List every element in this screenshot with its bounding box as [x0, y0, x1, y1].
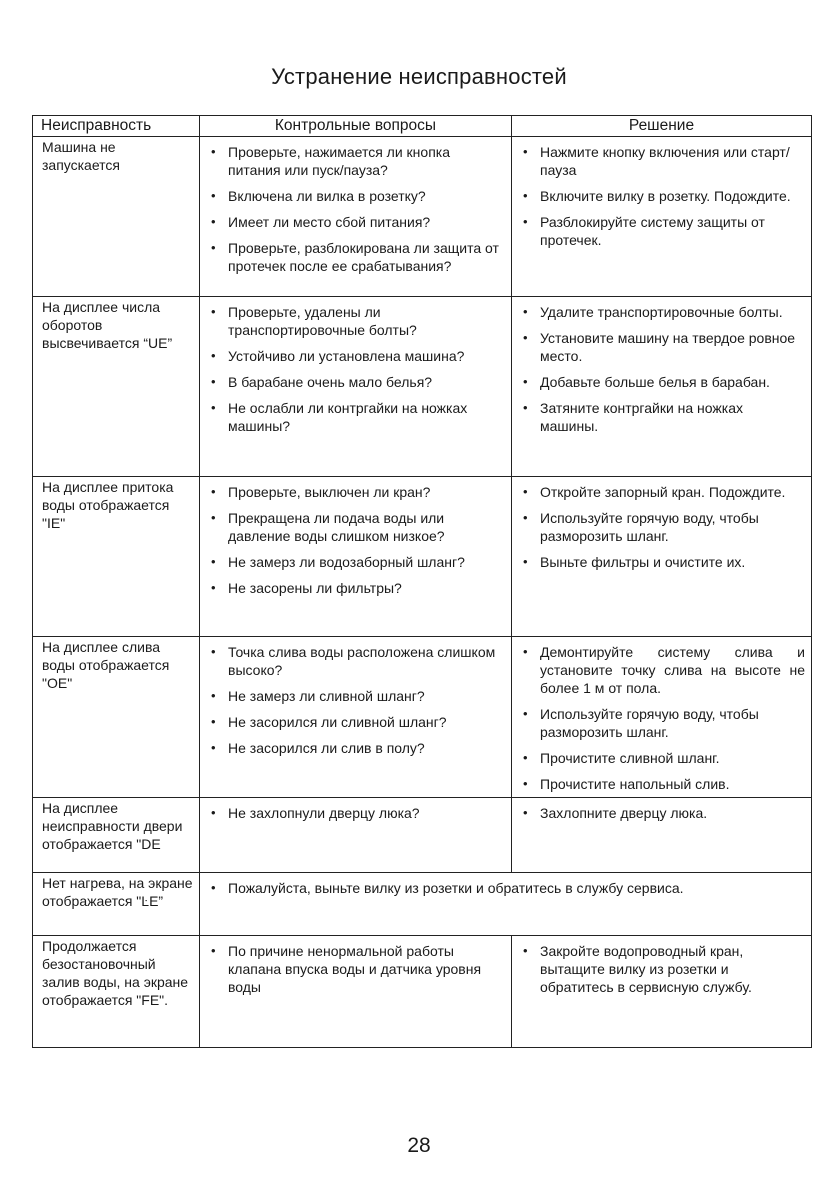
check-item: • Прекращена ли подача воды или давление воды слишком низкое?: [206, 509, 505, 545]
solution-cell: [512, 477, 812, 637]
fault-cell: На дисплее числа оборотов высвечивается “UE”: [33, 297, 200, 477]
solution-item: • Используйте горячую воду, чтобы разморозить шланг.: [518, 509, 805, 545]
check-item: • Устойчиво ли установлена машина?: [206, 347, 505, 365]
page-number: 28: [407, 1134, 431, 1157]
solution-item: • Захлопните дверцу люка.: [518, 804, 805, 822]
fault-cell: Продолжается безостановочный залив воды, на экране отображается "FE".: [33, 936, 200, 1048]
header-fault: Неисправность: [33, 116, 200, 137]
fault-cell: На дисплее неисправности двери отображается "DE: [33, 798, 200, 873]
table-row: [33, 873, 812, 936]
table-row: [33, 798, 812, 873]
check-item: • Проверьте, нажимается ли кнопка питания или пуск/пауза?: [206, 143, 505, 179]
table-row: [33, 137, 812, 297]
check-cell: [200, 477, 512, 637]
check-item: • В барабане очень мало белья?: [206, 373, 505, 391]
check-cell: [200, 637, 512, 798]
check-cell: [200, 137, 512, 297]
solution-item: • Разблокируйте систему защиты от протечек.: [518, 213, 805, 249]
solution-item: • Удалите транспортировочные болты.: [518, 303, 805, 321]
table-header-row: [33, 116, 812, 137]
check-item: • По причине ненормальной работы клапана впуска воды и датчика уровня воды: [206, 942, 505, 996]
check-item: • Проверьте, выключен ли кран?: [206, 483, 505, 501]
solution-item: • Прочистите напольный слив.: [518, 775, 805, 793]
fault-cell: На дисплее слива воды отображается "OE": [33, 637, 200, 798]
table-row: [33, 936, 812, 1048]
fault-cell: Нет нагрева, на экране отображается "ĿE”: [33, 873, 200, 936]
check-cell: [200, 798, 512, 873]
check-item: • Не замерз ли сливной шланг?: [206, 687, 505, 705]
check-item: • Проверьте, разблокирована ли защита от протечек после ее срабатывания?: [206, 239, 505, 275]
check-item: • Не засорены ли фильтры?: [206, 579, 505, 597]
check-item: • Включена ли вилка в розетку?: [206, 187, 505, 205]
check-item: • Не ослабли ли контргайки на ножках машины?: [206, 399, 505, 435]
solution-cell: [512, 137, 812, 297]
solution-item: • Установите машину на твердое ровное место.: [518, 329, 805, 365]
check-cell: [200, 297, 512, 477]
solution-item: • Добавьте больше белья в барабан.: [518, 373, 805, 391]
solution-item: • Выньте фильтры и очистите их.: [518, 553, 805, 571]
solution-item: • Затяните контргайки на ножках машины.: [518, 399, 805, 435]
troubleshooting-table: [32, 115, 812, 1048]
solution-cell: [512, 637, 812, 798]
check-item: • Не засорился ли слив в полу?: [206, 739, 505, 757]
check-item: • Точка слива воды расположена слишком высоко?: [206, 643, 505, 679]
solution-cell: [512, 297, 812, 477]
header-check-questions: Контрольные вопросы: [200, 116, 512, 137]
page-title: Устранение неисправностей: [271, 64, 567, 89]
solution-item: • Прочистите сливной шланг.: [518, 749, 805, 767]
table-row: [33, 637, 812, 798]
table-row: [33, 297, 812, 477]
check-item: • Не замерз ли водозаборный шланг?: [206, 553, 505, 571]
solution-item: • Демонтируйте системy слива и установите точку слива на высоте не более 1 м от пола.: [518, 643, 805, 697]
solution-item: • Закройте водопроводный кран, вытащите вилку из розетки и обратитесь в сервисную службу.: [518, 942, 805, 996]
solution-item: • Пожалуйста, выньте вилку из розетки и обратитесь в службу сервиса.: [206, 879, 805, 897]
check-item: • Не засорился ли сливной шланг?: [206, 713, 505, 731]
check-item: • Проверьте, удалены ли транспортировочные болты?: [206, 303, 505, 339]
merged-solution-cell: [200, 873, 812, 936]
table-row: [33, 477, 812, 637]
fault-cell: На дисплее притока воды отображается "IE": [33, 477, 200, 637]
check-item: • Имеет ли место сбой питания?: [206, 213, 505, 231]
solution-cell: [512, 936, 812, 1048]
fault-cell: Машина не запускается: [33, 137, 200, 297]
header-solution: Решение: [512, 116, 812, 137]
solution-item: • Откройте запорный кран. Подождите.: [518, 483, 805, 501]
check-item: • Не захлопнули дверцу люка?: [206, 804, 505, 822]
solution-cell: [512, 798, 812, 873]
check-cell: [200, 936, 512, 1048]
solution-item: • Нажмите кнопку включения или старт/пауза: [518, 143, 805, 179]
solution-item: • Включите вилку в розетку. Подождите.: [518, 187, 805, 205]
solution-item: • Используйте горячую воду, чтобы разморозить шланг.: [518, 705, 805, 741]
